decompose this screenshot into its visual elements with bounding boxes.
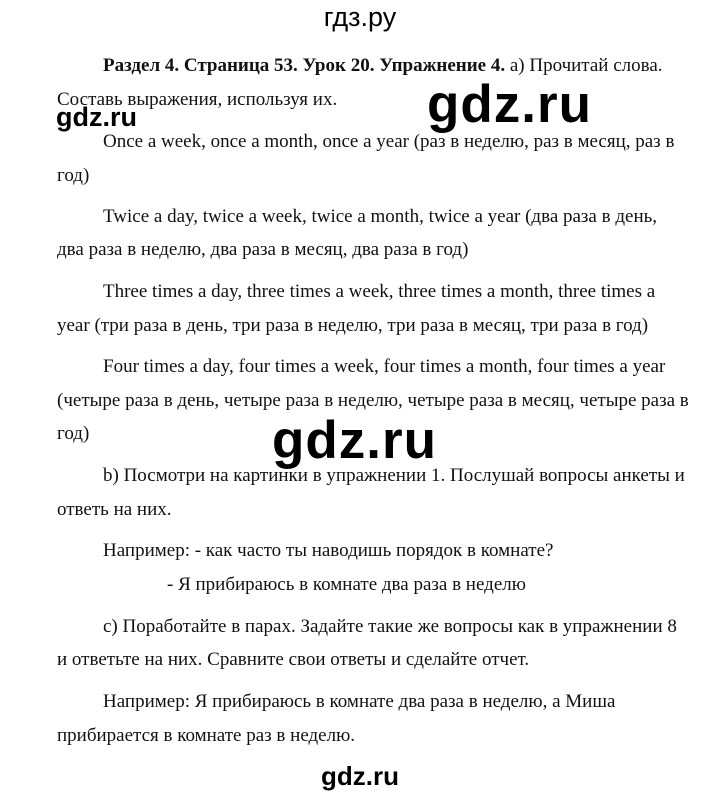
- text-line: (четыре раза в день, четыре раза в неделю, четыре раза в месяц, четыре раза в: [57, 390, 689, 411]
- exercise-header-rest: а) Прочитай слова.: [505, 55, 663, 76]
- text-line: Three times a day, three times a week, three times a month, three times a: [103, 281, 656, 302]
- text-line: Twice a day, twice a week, twice a month, twice a year (два раза в день,: [103, 206, 658, 227]
- text-line: и ответьте на них. Сравните свои ответы и сделайте отчет.: [57, 649, 530, 670]
- watermark-small: gdz.ru: [56, 102, 137, 132]
- text-line: два раза в неделю, два раза в месяц, два раза в год): [57, 239, 469, 260]
- site-title-top: гдз.ру: [323, 2, 397, 32]
- watermark-large: gdz.ru: [272, 411, 437, 470]
- text-line: Составь выражения, используя их.: [57, 89, 338, 110]
- text-line: - Я прибираюсь в комнате два раза в неделю: [167, 574, 526, 595]
- watermark-large: gdz.ru: [427, 75, 592, 134]
- text-line: Once a week, once a month, once a year (раз в неделю, раз в месяц, раз в: [103, 131, 675, 152]
- site-footer: gdz.ru: [321, 761, 399, 791]
- text-line: Например: - как часто ты наводишь порядок в комнате?: [103, 540, 554, 561]
- exercise-header-bold: Раздел 4. Страница 53. Урок 20. Упражнение 4.: [103, 55, 506, 76]
- text-line: year (три раза в день, три раза в неделю, три раза в месяц, три раза в год): [57, 315, 649, 336]
- text-line: c) Поработайте в парах. Задайте такие же вопросы как в упражнении 8: [103, 616, 677, 637]
- text-line: прибирается в комнате раз в неделю.: [57, 725, 356, 746]
- text-line: b) Посмотри на картинки в упражнении 1. Послушай вопросы анкеты и: [103, 465, 685, 486]
- text-line: Например: Я прибираюсь в комнате два раза в неделю, а Миша: [103, 691, 616, 712]
- text-line: год): [57, 423, 90, 444]
- text-line: год): [57, 165, 90, 186]
- text-line: Four times a day, four times a week, four times a month, four times a year: [103, 356, 666, 377]
- text-line: ответь на них.: [57, 499, 172, 520]
